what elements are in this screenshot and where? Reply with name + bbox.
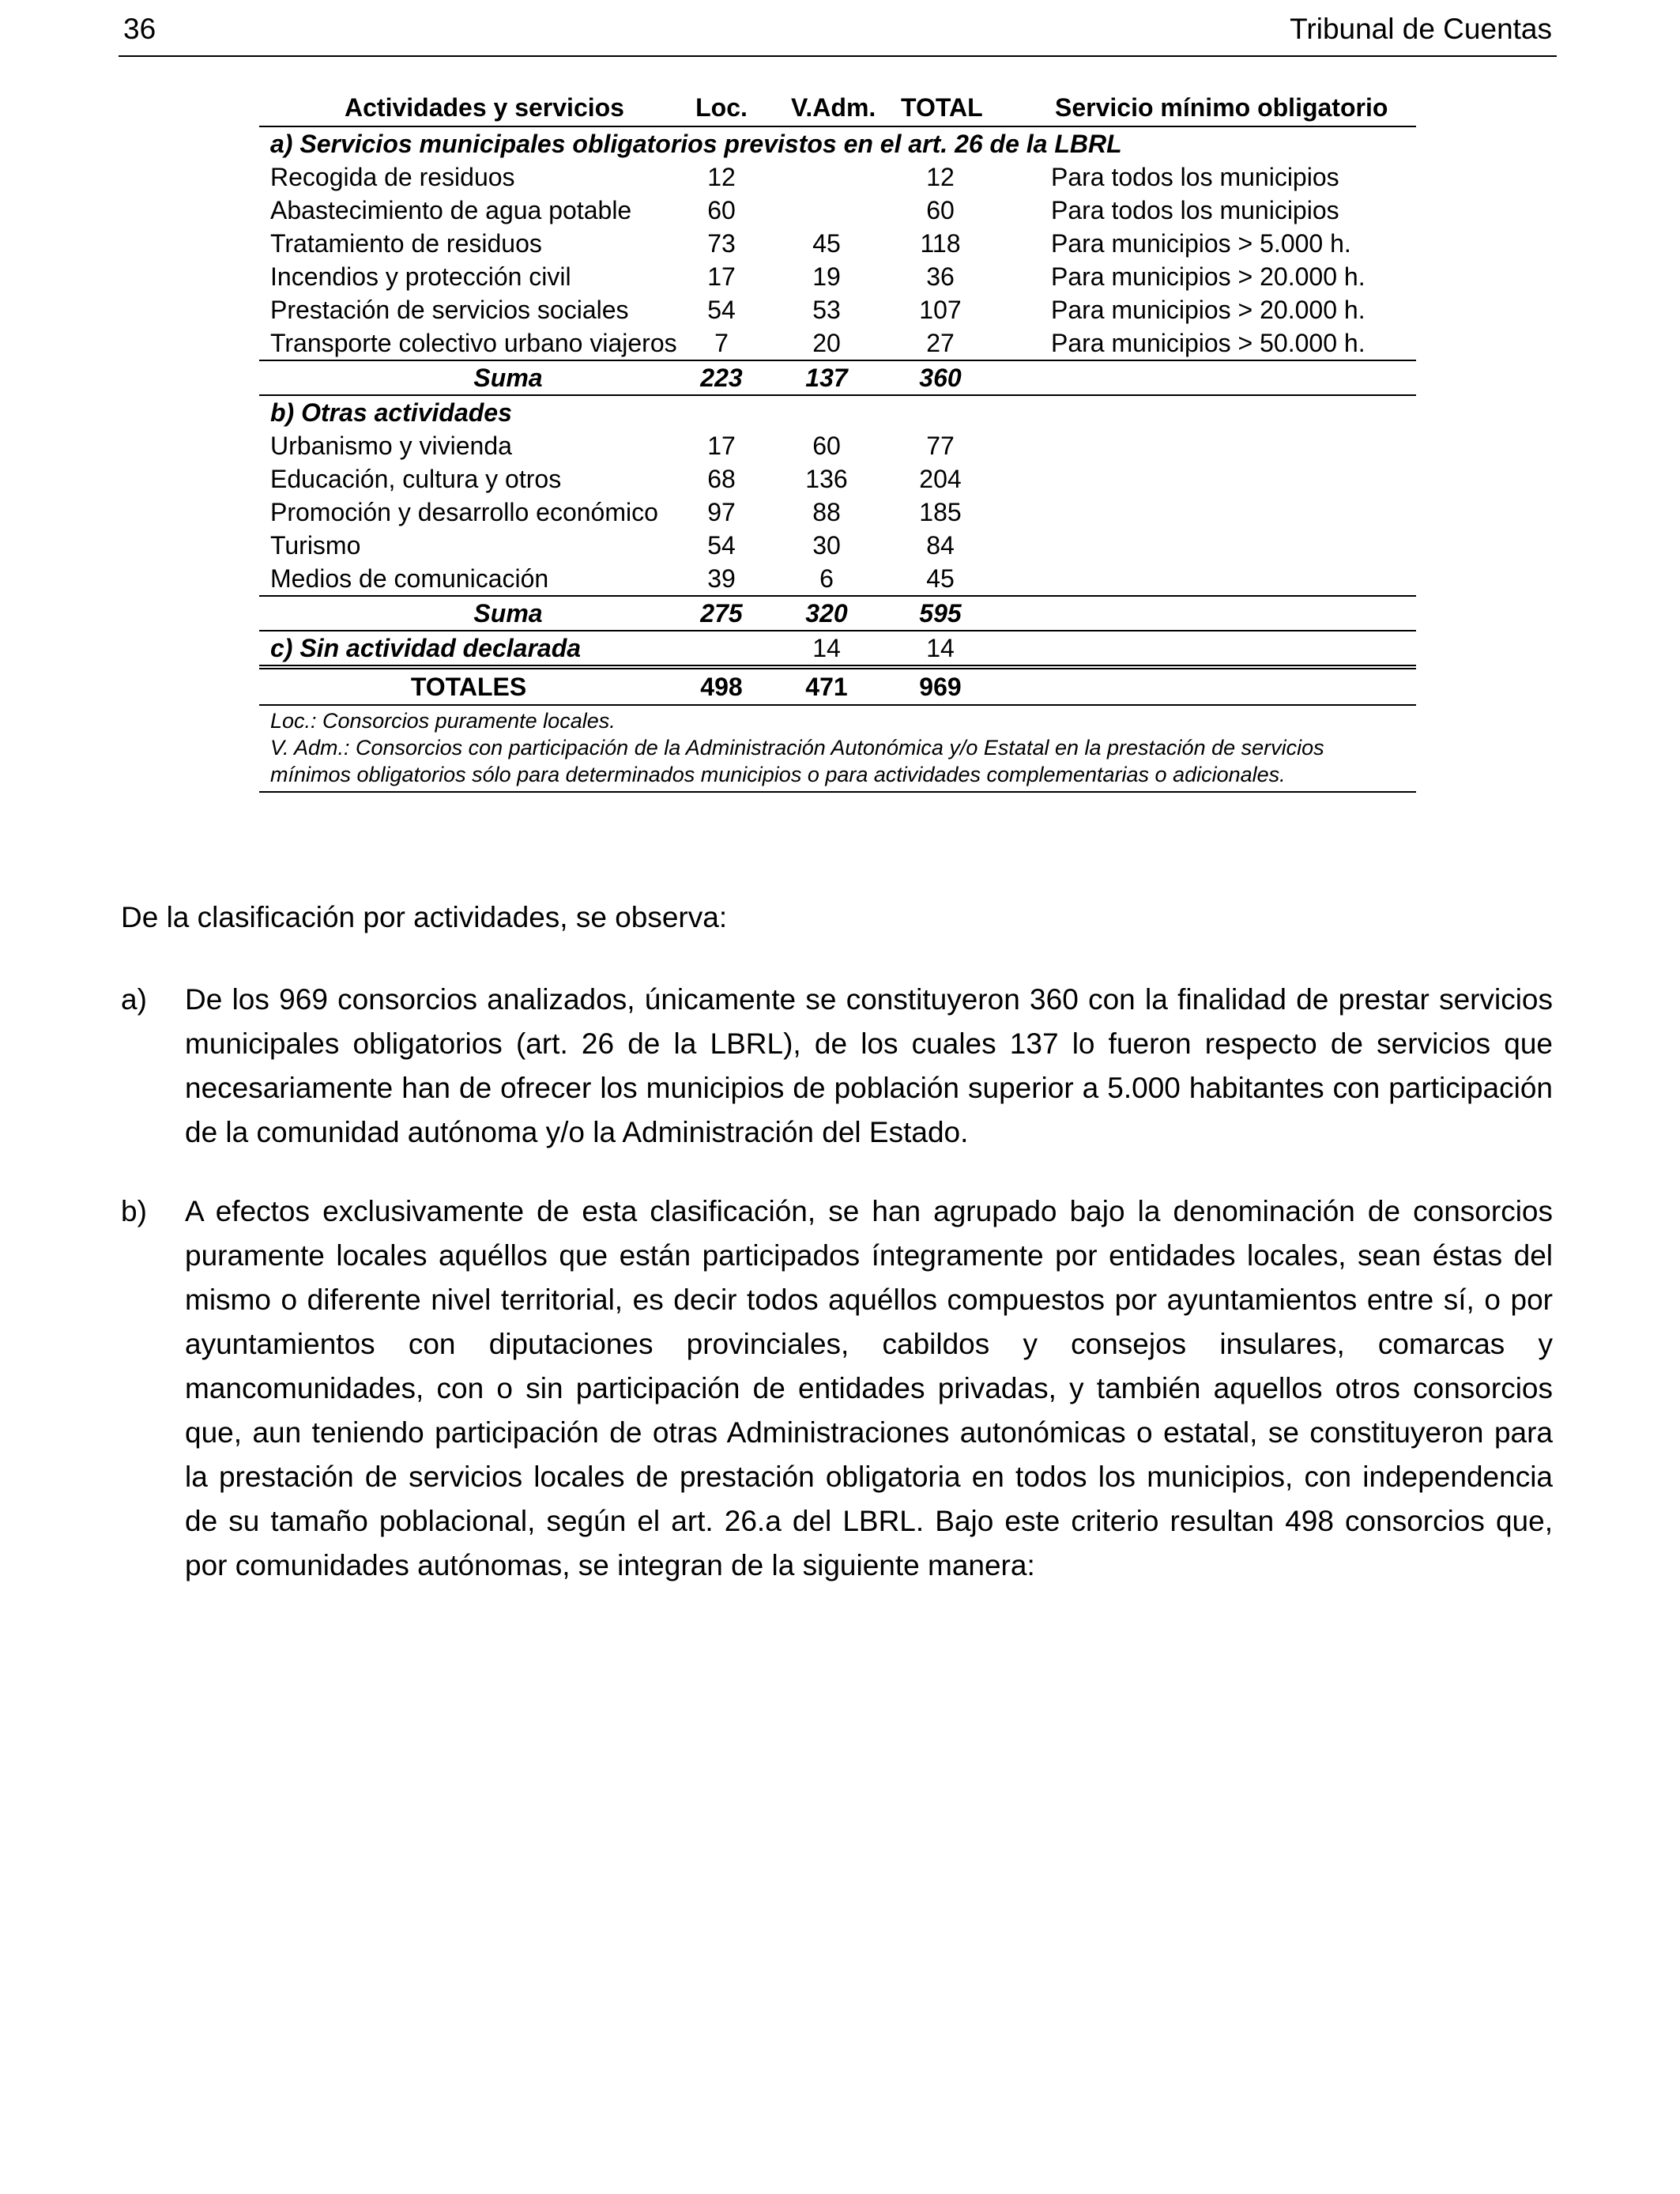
service-cell: Para municipios > 20.000 h.: [1051, 296, 1365, 324]
loc-cell: 7: [714, 329, 729, 357]
vadm-cell: 30: [812, 531, 841, 560]
totals-total: 969: [919, 673, 962, 701]
list-item-label: b): [121, 1195, 147, 1227]
sum-vadm: 320: [805, 599, 848, 628]
table-row: [259, 429, 1416, 462]
activity-cell: Turismo: [270, 531, 361, 560]
totals-row: [259, 665, 1416, 706]
loc-cell: 54: [707, 531, 736, 560]
section-c-row: [259, 631, 1416, 665]
section-b-rows: [259, 429, 1416, 595]
vadm-cell: 45: [812, 229, 841, 258]
activity-cell: Urbanismo y vivienda: [270, 432, 512, 460]
page-header: [119, 8, 1557, 57]
total-cell: 27: [926, 329, 955, 357]
activity-cell: Tratamiento de residuos: [270, 229, 542, 258]
loc-cell: 54: [707, 296, 736, 324]
vadm-cell: 19: [812, 262, 841, 291]
total-cell: 60: [926, 196, 955, 224]
total-cell: 12: [926, 163, 955, 191]
list-item-text: De los 969 consorcios analizados, únicamente se constituyeron 360 con la finalidad de prestar servicios municipales obligatorios (art. 26 de la LBRL), de los cuales 137 lo fueron respecto de servicios que necesariamente han de ofrecer los municipios de población superior a 5.000 habitantes con participación de la comunidad autónoma y/o la Administración del Estado.: [185, 983, 1553, 1148]
vadm-cell: 6: [819, 564, 834, 593]
service-cell: Para todos los municipios: [1051, 163, 1339, 191]
section-b-title: b) Otras actividades: [270, 398, 512, 427]
loc-cell: 60: [707, 196, 736, 224]
service-cell: Para municipios > 50.000 h.: [1051, 329, 1365, 357]
activity-cell: Medios de comunicación: [270, 564, 549, 593]
section-c-vadm: 14: [812, 634, 841, 662]
table-row: [259, 293, 1416, 326]
page-number: 36: [123, 13, 156, 45]
table-row: [259, 260, 1416, 293]
sum-label: Suma: [473, 599, 543, 628]
service-cell: Para municipios > 20.000 h.: [1051, 262, 1365, 291]
loc-cell: 68: [707, 465, 736, 493]
list-item-label: a): [121, 983, 147, 1016]
section-b-title-row: [259, 396, 1416, 429]
total-cell: 45: [926, 564, 955, 593]
sum-vadm: 137: [805, 364, 848, 392]
loc-cell: 12: [707, 163, 736, 191]
table-row: [259, 160, 1416, 194]
activity-cell: Promoción y desarrollo económico: [270, 498, 658, 526]
activity-cell: Prestación de servicios sociales: [270, 296, 629, 324]
intro-paragraph: De la clasificación por actividades, se observa:: [121, 901, 728, 933]
total-cell: 84: [926, 531, 955, 560]
vadm-cell: 136: [805, 465, 848, 493]
column-header-loc: Loc.: [695, 93, 748, 122]
column-header-total: TOTAL: [901, 93, 983, 122]
sum-total: 595: [919, 599, 962, 628]
loc-cell: 73: [707, 229, 736, 258]
section-c-title: c) Sin actividad declarada: [270, 634, 582, 662]
service-cell: Para municipios > 5.000 h.: [1051, 229, 1351, 258]
sum-loc: 223: [700, 364, 743, 392]
loc-cell: 97: [707, 498, 736, 526]
column-header-activities: Actividades y servicios: [345, 93, 624, 122]
total-cell: 204: [919, 465, 962, 493]
activity-cell: Incendios y protección civil: [270, 262, 571, 291]
note-vadm: V. Adm.: Consorcios con participación de la Administración Autonómica y/o Estatal en la prestación de servicios mínimos obligatorios sólo para determinados municipios o para actividades complementarias o adicionales.: [270, 736, 1324, 786]
table-row: [259, 462, 1416, 496]
table-header-row: [259, 91, 1416, 127]
table-row: [259, 562, 1416, 595]
section-c-total: 14: [926, 634, 955, 662]
activity-cell: Abastecimiento de agua potable: [270, 196, 632, 224]
totals-label: TOTALES: [410, 673, 527, 701]
vadm-cell: 20: [812, 329, 841, 357]
vadm-cell: 88: [812, 498, 841, 526]
total-cell: 185: [919, 498, 962, 526]
note-loc: Loc.: Consorcios puramente locales.: [270, 709, 616, 733]
activity-cell: Recogida de residuos: [270, 163, 515, 191]
service-cell: Para todos los municipios: [1051, 196, 1339, 224]
section-a-rows: [259, 160, 1416, 360]
section-a-title: a) Servicios municipales obligatorios previstos en el art. 26 de la LBRL: [270, 130, 1122, 158]
section-a-sum-row: [259, 360, 1416, 396]
list-item-text: A efectos exclusivamente de esta clasificación, se han agrupado bajo la denominación de consorcios puramente locales aquéllos que están participados íntegramente por entidades locales, sean éstas del mismo o diferente nivel territorial, es decir todos aquéllos compuestos por ayuntamientos entre sí, o por ayuntamientos con diputaciones provinciales, cabildos y consejos insulares, comarcas y mancomunidades, con o sin participación de entidades privadas, y también aquellos otros consorcios que, aun teniendo participación de otras Administraciones autonómicas o estatal, se constituyeron para la prestación de servicios locales de prestación obligatoria en todos los municipios, con independencia de su tamaño poblacional, según el art. 26.a del LBRL. Bajo este criterio resultan 498 consorcios que, por comunidades autónomas, se integran de la siguiente manera:: [185, 1195, 1553, 1581]
vadm-cell: 60: [812, 432, 841, 460]
sum-loc: 275: [700, 599, 743, 628]
activities-table: [259, 91, 1416, 793]
table-row: [259, 529, 1416, 562]
total-cell: 77: [926, 432, 955, 460]
totals-vadm: 471: [805, 673, 848, 701]
table-row: [259, 194, 1416, 227]
section-a-title-row: [259, 127, 1416, 160]
loc-cell: 39: [707, 564, 736, 593]
table-row: [259, 227, 1416, 260]
section-b-sum-row: [259, 595, 1416, 631]
activity-cell: Educación, cultura y otros: [270, 465, 562, 493]
vadm-cell: 53: [812, 296, 841, 324]
activity-cell: Transporte colectivo urbano viajeros: [270, 329, 677, 357]
table-row: [259, 496, 1416, 529]
sum-total: 360: [919, 364, 962, 392]
total-cell: 36: [926, 262, 955, 291]
loc-cell: 17: [707, 432, 736, 460]
total-cell: 118: [920, 229, 961, 258]
running-title: Tribunal de Cuentas: [1290, 13, 1552, 45]
total-cell: 107: [919, 296, 962, 324]
totals-loc: 498: [700, 673, 743, 701]
table-row: [259, 326, 1416, 360]
table-notes: [259, 706, 1416, 793]
loc-cell: 17: [707, 262, 736, 291]
column-header-vadm: V.Adm.: [791, 93, 876, 122]
sum-label: Suma: [473, 364, 543, 392]
column-header-service: Servicio mínimo obligatorio: [1055, 93, 1388, 122]
